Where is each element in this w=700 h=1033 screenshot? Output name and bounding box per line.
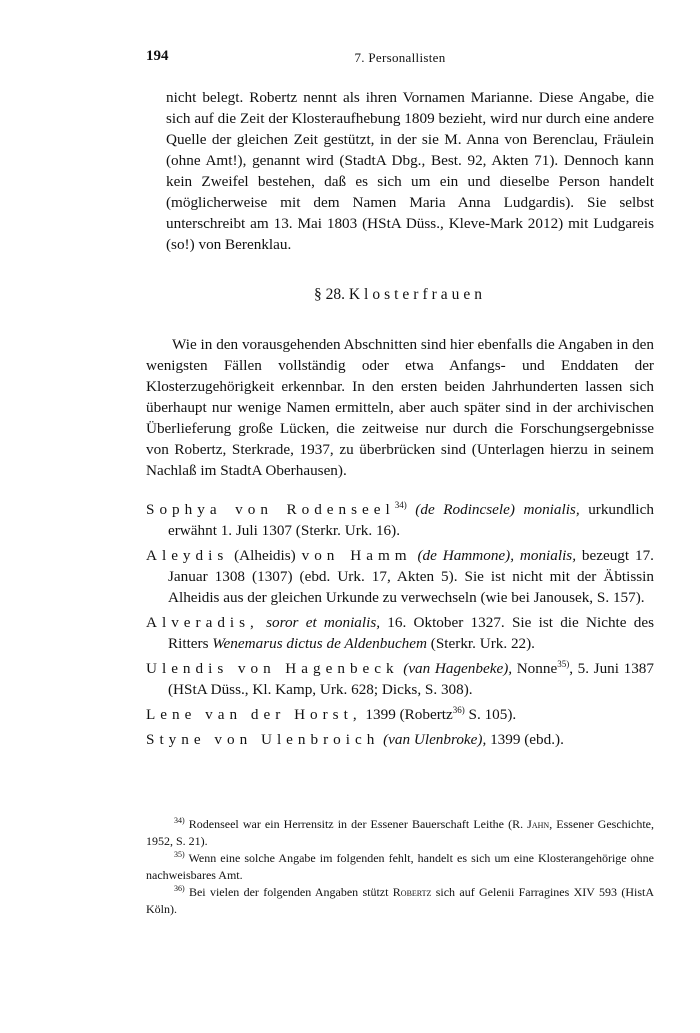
footnote-mark: 36) <box>174 884 185 893</box>
footnote-author: Robertz <box>392 885 432 899</box>
footnote-ref: 34) <box>394 499 407 510</box>
footnote-text: Bei vielen der folgenden Angaben stützt <box>184 885 393 899</box>
book-page <box>146 48 654 918</box>
entry-text: 1399 (ebd.). <box>486 731 564 748</box>
running-head <box>146 48 654 70</box>
entry-latin: soror et monialis, <box>258 614 381 631</box>
footnote-text-2: sich auf Gelenii Farragines XIV 593 (HistA Köln). <box>146 885 654 916</box>
entry-text: Nonne <box>512 660 558 677</box>
entry-latin: (de Rodincsele) monialis, <box>406 501 580 518</box>
entry-text: urkundlich erwähnt 1. Juli 1307 (Sterkr. Urk. 16). <box>168 501 654 539</box>
entry-latin: (van Hagenbeke), <box>398 660 513 677</box>
intro-paragraph: Wie in den vorausgehenden Abschnitten sind hier ebenfalls die Angaben in den wenigsten Fällen vollständig oder etwa Anfangs- und Enddaten der Klosterzugehörigkeit erkennbar. In den ersten beiden Jahrhunderten lassen sich überhaupt nur wenige Namen ermitteln, aber auch später sind in der archivischen Überlieferung große Lücken, die zeitweise nur durch die Forschungsergebnisse von Robertz, Sterkrade, 1937, zu überbrücken sind (Unterlagen hierzu in seinem Nachlaß im StadtA Oberhausen). <box>146 336 654 479</box>
entry-text-2: S. 105). <box>464 706 517 723</box>
footnotes <box>146 816 654 918</box>
entry-text: 16. Oktober 1327. Sie ist die Nichte des Ritters <box>168 614 654 652</box>
list-item <box>146 612 654 654</box>
chapter-title: 7. Personallisten <box>354 50 446 65</box>
entry-latin: (de Hammone), monialis, <box>411 547 577 564</box>
footnote <box>146 816 654 850</box>
entry-name: Lene van der Horst, <box>146 706 362 723</box>
list-item <box>146 658 654 700</box>
footnote <box>146 850 654 884</box>
footnote-mark: 35) <box>174 850 185 859</box>
entry-list <box>146 499 654 750</box>
footnote-author: Jahn <box>527 817 550 831</box>
footnote-ref: 35) <box>557 658 570 669</box>
footnote-text: Wenn eine solche Angabe im folgenden fehlt, handelt es sich um eine Klosterangehörige ohne nachweisbares Amt. <box>146 851 654 882</box>
entry-name: Aleydis <box>146 547 229 564</box>
entry-name: Alveradis, <box>146 614 259 631</box>
entry-name: Styne von Ulenbroich <box>146 731 380 748</box>
section-title: Klosterfrauen <box>348 286 487 303</box>
entry-name-2: von Hamm <box>301 547 412 564</box>
entry-text-2: (Sterkr. Urk. 22). <box>427 635 535 652</box>
entry-text-2: , 5. Juni 1387 (HStA Düss., Kl. Kamp, Urk. 628; Dicks, S. 308). <box>168 660 654 698</box>
entry-text: 1399 (Robertz <box>361 706 453 723</box>
list-item <box>146 729 654 750</box>
footnote <box>146 884 654 918</box>
section-number: § 28. <box>313 286 345 303</box>
entry-name: Ulendis von Hagenbeck <box>146 660 399 677</box>
list-item <box>146 499 654 541</box>
entry-latin: (van Ulenbroke), <box>379 731 487 748</box>
footnote-ref: 36) <box>452 704 465 715</box>
entry-name: Sophya von Rodenseel <box>146 501 395 518</box>
page-number: 194 <box>146 48 169 64</box>
continuation-paragraph: nicht belegt. Robertz nennt als ihren Vornamen Marianne. Diese Angabe, die sich auf die Zeit der Klosteraufhebung 1809 bezieht, wird nur durch eine andere Quelle der gleichen Zeit gestützt, in der sie M. Anna von Berenclau, Fräulein (ohne Amt!), genannt wird (StadtA Dbg., Best. 92, Akten 71). Dennoch kann kein Zweifel bestehen, daß es sich um ein und dieselbe Person handelt (möglicherweise mit dem Namen Maria Anna Ludgardis). Sie selbst unterschreibt am 13. Mai 1803 (HStA Düss., Kleve-Mark 2012) mit Ludgareis (so!) von Berenklau. <box>166 89 654 253</box>
footnote-text-2: , Essener Geschichte, 1952, S. 21). <box>146 817 654 848</box>
list-item <box>146 704 654 725</box>
section-heading <box>146 286 654 304</box>
entry-text: bezeugt 17. Januar 1308 (1307) (ebd. Urk. 17, Akten 5). Sie ist nicht mit der Äbtissin Alheidis aus der gleichen Urkunde zu verwechseln (wie bei Janousek, S. 157). <box>168 547 654 606</box>
footnote-mark: 34) <box>174 816 185 825</box>
footnote-text: Rodenseel war ein Herrensitz in der Essener Bauerschaft Leithe (R. <box>184 817 528 831</box>
list-item <box>146 545 654 608</box>
entry-variant: (Alheidis) <box>228 547 302 564</box>
entry-latin-2: Wenemarus dictus de Aldenbuchem <box>212 635 427 652</box>
